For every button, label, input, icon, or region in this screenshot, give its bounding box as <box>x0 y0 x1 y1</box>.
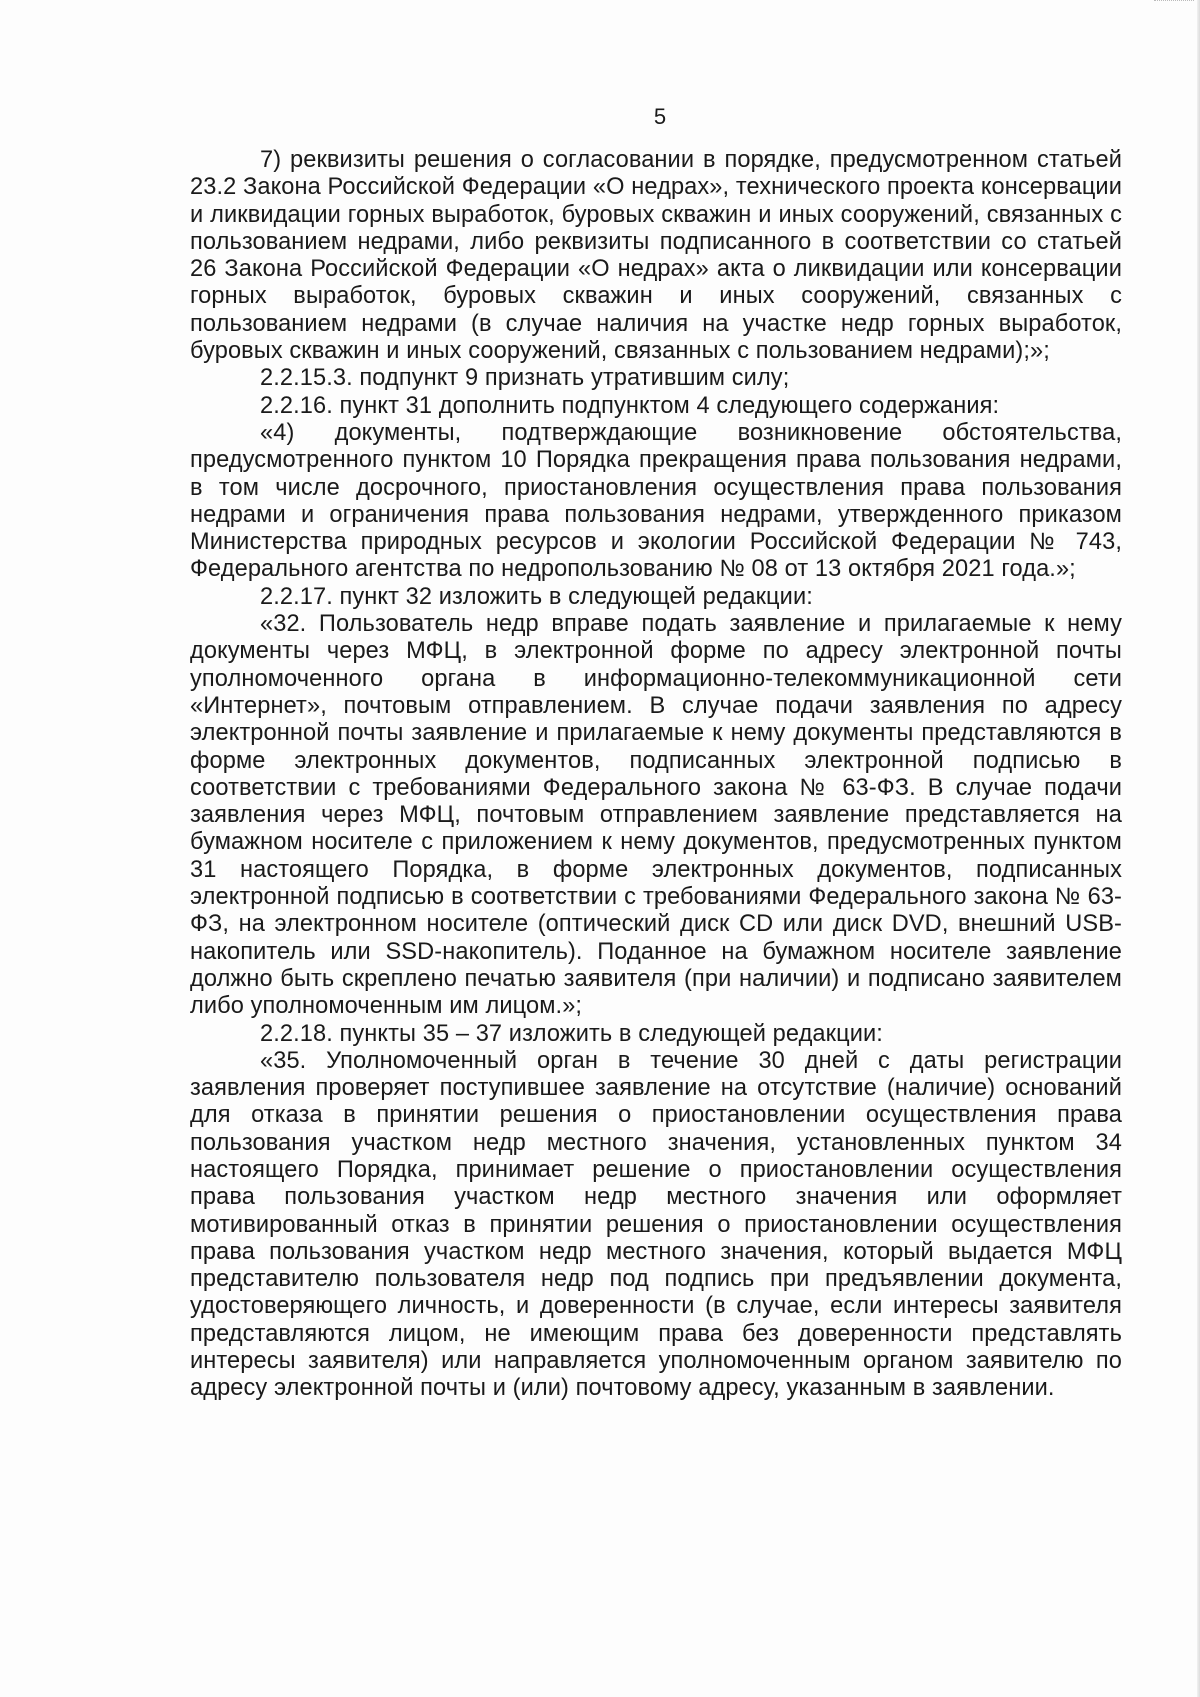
paragraph-item-35: «35. Уполномоченный орган в течение 30 дней с даты регистрации заявления проверяет поступившее заявление на отсутствие (наличие) оснований для отказа в принятии решения о приостановлении осуществления права пользования участком недр местного значения, установленных пунктом 34 настоящего Порядка, принимает решение о приостановлении осуществления права пользования участком недр местного значения или оформляет мотивированный отказ в принятии решения о приостановлении осуществления права пользования участком недр местного значения, который выдается МФЦ представителю пользователя недр под подпись при предъявлении документа, удостоверяющего личность, и доверенности (в случае, если интересы заявителя представляются лицом, не имеющим права без доверенности представлять интересы заявителя) или направляется уполномоченным органом заявителю по адресу электронной почты и (или) почтовому адресу, указанным в заявлении. <box>190 1047 1122 1402</box>
paragraph-item-32: «32. Пользователь недр вправе подать заявление и прилагаемые к нему документы через МФЦ, в электронной форме по адресу электронной почты уполномоченного органа в информационно-телекоммуникационной сети «Интернет», почтовым отправлением. В случае подачи заявления по адресу электронной почты заявление и прилагаемые к нему документы представляются в форме электронных документов, подписанных электронной подписью в соответствии с требованиями Федерального закона № 63-ФЗ. В случае подачи заявления через МФЦ, почтовым отправлением заявление представляется на бумажном носителе с приложением к нему документов, предусмотренных пунктом 31 настоящего Порядка, в форме электронных документов, подписанных электронной подписью в соответствии с требованиями Федерального закона № 63-ФЗ, на электронном носителе (оптический диск CD или диск DVD, внешний USB-накопитель или SSD-накопитель). Поданное на бумажном носителе заявление должно быть скреплено печатью заявителя (при наличии) и подписано заявителем либо уполномоченным им лицом.»; <box>190 611 1122 1020</box>
document-body <box>190 147 1122 1403</box>
page-number: 5 <box>653 104 667 129</box>
scan-corner-mark <box>1154 0 1194 7</box>
paragraph-2-2-15-3: 2.2.15.3. подпункт 9 признать утратившим силу; <box>260 365 790 392</box>
paragraph-2-2-17: 2.2.17. пункт 32 изложить в следующей редакции: <box>260 583 813 610</box>
paragraph-2-2-18: 2.2.18. пункты 35 – 37 изложить в следующей редакции: <box>260 1020 883 1047</box>
paragraph-item-7: 7) реквизиты решения о согласовании в порядке, предусмотренном статьей 23.2 Закона Российской Федерации «О недрах», технического проекта консервации и ликвидации горных выработок, буровых скважин и иных сооружений, связанных с пользованием недрами, либо реквизиты подписанного в соответствии со статьей 26 Закона Российской Федерации «О недрах» акта о ликвидации или консервации горных выработок, буровых скважин и иных сооружений, связанных с пользованием недрами (в случае наличия на участке недр горных выработок, буровых скважин и иных сооружений, связанных с пользованием недрами);»; <box>190 147 1122 365</box>
paragraph-subitem-4: «4) документы, подтверждающие возникновение обстоятельства, предусмотренного пунктом 10 Порядка прекращения права пользования недрами, в том числе досрочного, приостановления осуществления права пользования недрами и ограничения права пользования недрами, утвержденного приказом Министерства природных ресурсов и экологии Российской Федерации № 743, Федерального агентства по недропользованию № 08 от 13 октября 2021 года.»; <box>190 419 1122 583</box>
paragraph-2-2-16: 2.2.16. пункт 31 дополнить подпунктом 4 следующего содержания: <box>260 392 1000 419</box>
